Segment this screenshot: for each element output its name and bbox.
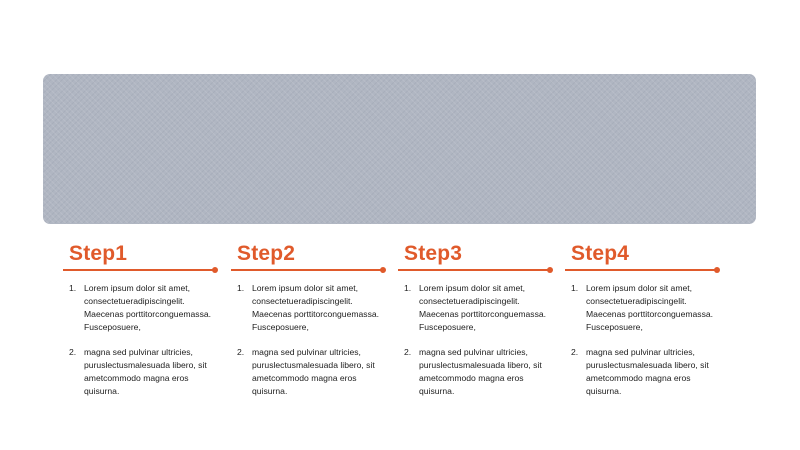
step-2-title: Step2 xyxy=(237,242,296,265)
step-3-title: Step3 xyxy=(404,242,463,265)
step-1-column xyxy=(63,238,215,398)
list-number: 1. xyxy=(237,283,245,293)
step-4-divider xyxy=(565,269,717,271)
list-text: Lorem ipsum dolor sit amet, consectetueradipiscingelit. Maecenas porttitorconguemassa. Fusceposuere, xyxy=(419,283,547,332)
list-number: 1. xyxy=(404,283,412,293)
step-3-column xyxy=(398,238,550,398)
list-number: 2. xyxy=(69,347,77,357)
list-text: Lorem ipsum dolor sit amet, consectetueradipiscingelit. Maecenas porttitorconguemassa. Fusceposuere, xyxy=(252,283,380,332)
list-text: Lorem ipsum dolor sit amet, consectetueradipiscingelit. Maecenas porttitorconguemassa. Fusceposuere, xyxy=(84,283,212,332)
image-placeholder-banner xyxy=(43,74,756,224)
step-4-list xyxy=(565,282,717,398)
list-text: Lorem ipsum dolor sit amet, consectetueradipiscingelit. Maecenas porttitorconguemassa. Fusceposuere, xyxy=(586,283,714,332)
step-4-column xyxy=(565,238,717,398)
step-2-divider xyxy=(231,269,383,271)
step-1-list-item-1 xyxy=(63,282,215,334)
list-text: magna sed pulvinar ultricies, puruslectusmalesuada libero, sit ametcommodo magna eros quisurna. xyxy=(419,347,542,396)
step-1-list-item-2 xyxy=(63,346,215,398)
step-2-divider-dot xyxy=(380,267,386,273)
list-text: magna sed pulvinar ultricies, puruslectusmalesuada libero, sit ametcommodo magna eros quisurna. xyxy=(252,347,375,396)
list-number: 2. xyxy=(237,347,245,357)
list-number: 1. xyxy=(571,283,579,293)
step-3-divider-dot xyxy=(547,267,553,273)
step-2-list-item-2 xyxy=(231,346,383,398)
step-2-list xyxy=(231,282,383,398)
step-2-column xyxy=(231,238,383,398)
list-number: 2. xyxy=(404,347,412,357)
step-1-divider-dot xyxy=(212,267,218,273)
step-1-divider xyxy=(63,269,215,271)
step-2-list-item-1 xyxy=(231,282,383,334)
step-4-list-item-1 xyxy=(565,282,717,334)
step-1-list xyxy=(63,282,215,398)
step-4-list-item-2 xyxy=(565,346,717,398)
list-text: magna sed pulvinar ultricies, puruslectusmalesuada libero, sit ametcommodo magna eros quisurna. xyxy=(84,347,207,396)
step-3-list-item-2 xyxy=(398,346,550,398)
step-3-list xyxy=(398,282,550,398)
step-3-list-item-1 xyxy=(398,282,550,334)
list-number: 2. xyxy=(571,347,579,357)
list-text: magna sed pulvinar ultricies, puruslectusmalesuada libero, sit ametcommodo magna eros quisurna. xyxy=(586,347,709,396)
step-1-title: Step1 xyxy=(69,242,128,265)
step-4-title: Step4 xyxy=(571,242,630,265)
steps-row xyxy=(63,238,723,428)
step-4-divider-dot xyxy=(714,267,720,273)
step-3-divider xyxy=(398,269,550,271)
list-number: 1. xyxy=(69,283,77,293)
